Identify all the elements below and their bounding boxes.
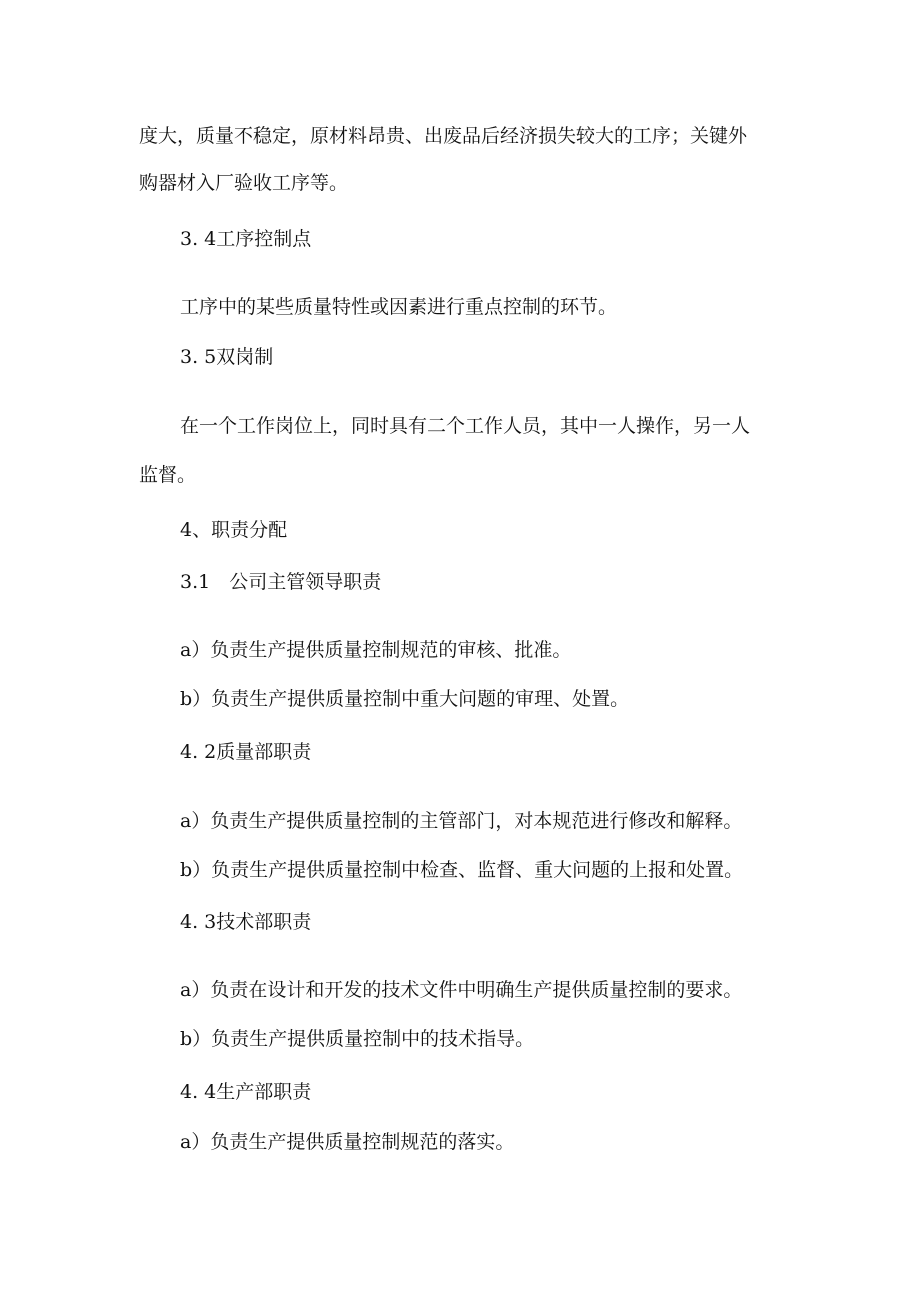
section-heading: 4、职责分配	[180, 519, 288, 541]
paragraph-line: 工序中的某些质量特性或因素进行重点控制的环节。	[180, 296, 618, 318]
list-item: a）负责在设计和开发的技术文件中明确生产提供质量控制的要求。	[180, 979, 743, 1001]
list-item: a）负责生产提供质量控制的主管部门，对本规范进行修改和解释。	[180, 810, 743, 832]
section-heading: 4. 3技术部职责	[180, 911, 312, 933]
list-item: b）负责生产提供质量控制中的技术指导。	[180, 1028, 535, 1050]
list-item: b）负责生产提供质量控制中重大问题的审理、处置。	[180, 688, 630, 710]
section-heading: 3. 4工序控制点	[180, 228, 312, 250]
paragraph-line: 监督。	[139, 464, 197, 486]
section-heading: 3.1 公司主管领导职责	[180, 571, 382, 593]
section-heading: 4. 4生产部职责	[180, 1081, 312, 1103]
section-heading: 4. 2质量部职责	[180, 741, 312, 763]
paragraph-line: 在一个工作岗位上，同时具有二个工作人员，其中一人操作，另一人	[180, 415, 751, 437]
list-item: b）负责生产提供质量控制中检查、监督、重大问题的上报和处置。	[180, 859, 744, 881]
list-item: a）负责生产提供质量控制规范的审核、批准。	[180, 639, 572, 661]
paragraph-line: 购器材入厂验收工序等。	[139, 172, 349, 194]
paragraph-line: 度大，质量不稳定，原材料昂贵、出废品后经济损失较大的工序；关键外	[139, 125, 748, 147]
list-item: a）负责生产提供质量控制规范的落实。	[180, 1131, 515, 1153]
section-heading: 3. 5双岗制	[180, 346, 274, 368]
